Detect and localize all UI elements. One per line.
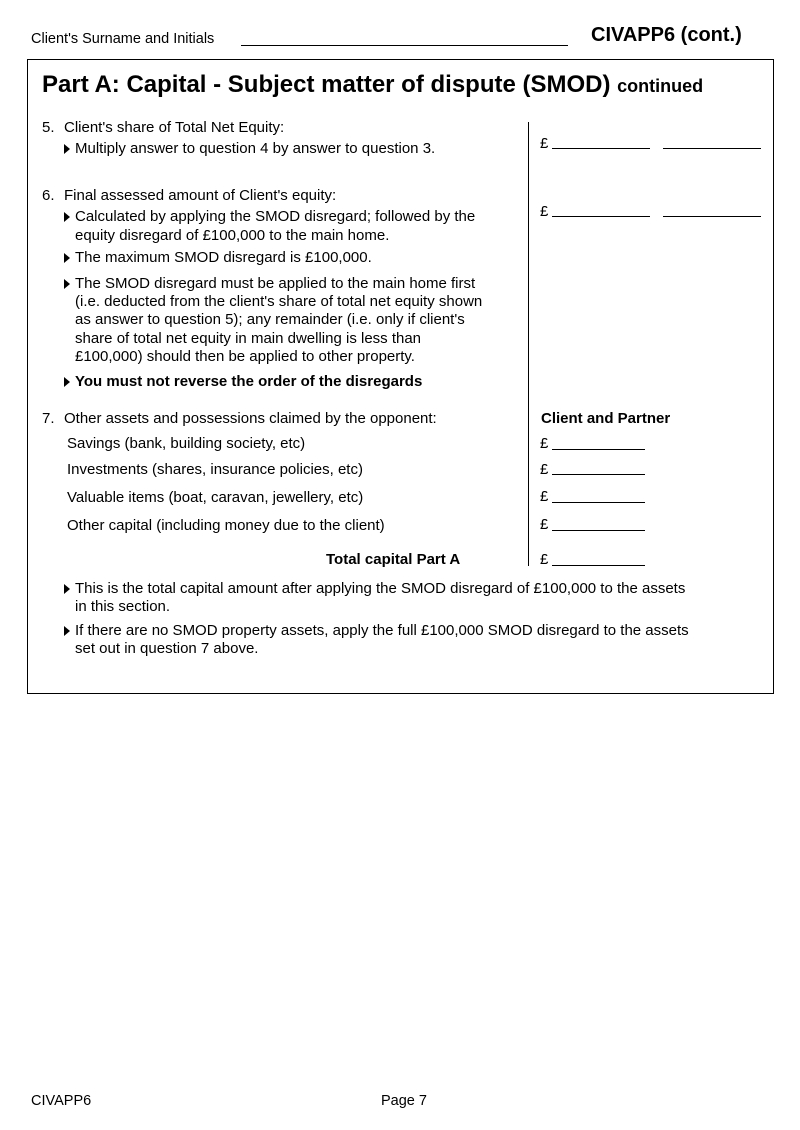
total-pound: £ bbox=[540, 551, 549, 568]
q5-amount-field-2[interactable] bbox=[663, 148, 761, 149]
q6-bullet1-line2: equity disregard of £100,000 to the main home. bbox=[75, 227, 390, 244]
bullet-icon bbox=[64, 212, 70, 222]
q5-number: 5. bbox=[42, 119, 55, 136]
section-title bbox=[42, 71, 703, 99]
q6-amount-field[interactable] bbox=[552, 216, 650, 217]
bullet-icon bbox=[64, 253, 70, 263]
q7-item-other-capital: Other capital (including money due to the client) bbox=[67, 517, 385, 534]
note1-line2: in this section. bbox=[75, 598, 171, 615]
q7-pound: £ bbox=[540, 435, 549, 452]
q6-bullet3-line5: £100,000) should then be applied to other property. bbox=[75, 348, 415, 365]
valuables-amount-field[interactable] bbox=[552, 502, 645, 503]
bullet-icon bbox=[64, 377, 70, 387]
q5-text: Client's share of Total Net Equity: bbox=[64, 119, 285, 136]
bullet-icon bbox=[64, 279, 70, 289]
q6-number: 6. bbox=[42, 187, 55, 204]
q6-bullet1-line1: Calculated by applying the SMOD disregard; followed by the bbox=[75, 208, 476, 225]
q7-pound: £ bbox=[540, 488, 549, 505]
savings-amount-field[interactable] bbox=[552, 449, 645, 450]
footer-form-id: CIVAPP6 bbox=[31, 1093, 92, 1109]
q5-amount-field[interactable] bbox=[552, 148, 650, 149]
bullet-icon bbox=[64, 584, 70, 594]
footer-page-number: Page 7 bbox=[381, 1093, 427, 1109]
q7-column-header: Client and Partner bbox=[541, 410, 671, 427]
column-divider bbox=[528, 122, 529, 566]
q6-bullet3-line3: as answer to question 5); any remainder (i.e. only if client's bbox=[75, 311, 465, 328]
bullet-icon bbox=[64, 626, 70, 636]
surname-input-line[interactable] bbox=[241, 45, 568, 46]
q6-bullet2: The maximum SMOD disregard is £100,000. bbox=[75, 249, 372, 266]
q6-bullet4: You must not reverse the order of the disregards bbox=[75, 373, 423, 390]
note2-line2: set out in question 7 above. bbox=[75, 640, 259, 657]
q7-item-savings: Savings (bank, building society, etc) bbox=[67, 435, 306, 452]
form-code: CIVAPP6 (cont.) bbox=[591, 24, 742, 46]
q7-text: Other assets and possessions claimed by the opponent: bbox=[64, 410, 437, 427]
q6-bullet3-line4: share of total net equity in main dwelling is less than bbox=[75, 330, 422, 347]
q6-pound: £ bbox=[540, 203, 549, 220]
note2-line1: If there are no SMOD property assets, apply the full £100,000 SMOD disregard to the assets bbox=[75, 622, 689, 639]
section-title-main: Part A: Capital - Subject matter of dispute (SMOD) bbox=[42, 71, 611, 98]
q5-bullet1: Multiply answer to question 4 by answer to question 3. bbox=[75, 140, 436, 157]
q6-bullet3-line2: (i.e. deducted from the client's share of total net equity shown bbox=[75, 293, 483, 310]
q6-amount-field-2[interactable] bbox=[663, 216, 761, 217]
q7-number: 7. bbox=[42, 410, 55, 427]
q6-text: Final assessed amount of Client's equity: bbox=[64, 187, 337, 204]
total-capital-amount-field[interactable] bbox=[552, 565, 645, 566]
total-capital-label: Total capital Part A bbox=[326, 551, 461, 568]
q6-bullet3-line1: The SMOD disregard must be applied to the main home first bbox=[75, 275, 476, 292]
q7-item-valuables: Valuable items (boat, caravan, jewellery, etc) bbox=[67, 489, 364, 506]
q7-pound: £ bbox=[540, 516, 549, 533]
bullet-icon bbox=[64, 144, 70, 154]
q5-pound: £ bbox=[540, 135, 549, 152]
section-title-suffix: continued bbox=[617, 76, 704, 96]
q7-item-investments: Investments (shares, insurance policies, etc) bbox=[67, 461, 363, 478]
investments-amount-field[interactable] bbox=[552, 474, 645, 475]
surname-label: Client's Surname and Initials bbox=[31, 31, 215, 47]
note1-line1: This is the total capital amount after applying the SMOD disregard of £100,000 to the assets bbox=[75, 580, 686, 597]
other-capital-amount-field[interactable] bbox=[552, 530, 645, 531]
q7-pound: £ bbox=[540, 461, 549, 478]
